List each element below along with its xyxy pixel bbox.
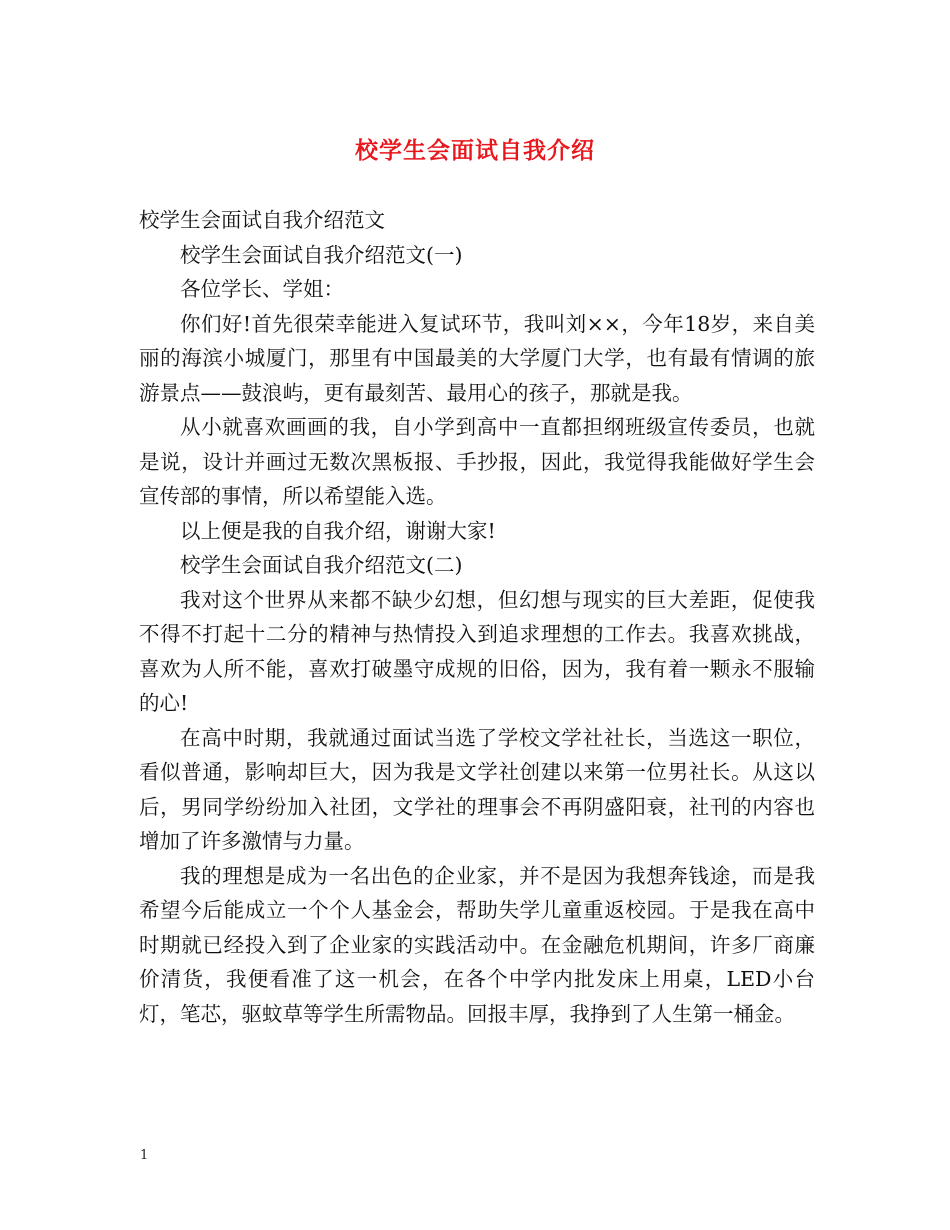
paragraph: 在高中时期，我就通过面试当选了学校文学社社长，当选这一职位，看似普通，影响却巨大，因为我是文学社创建以来第一位男社长。从这以后，男同学纷纷加入社团，文学社的理事会不再阴盛阳衰，社刊的内容也增加了许多激情与力量。 bbox=[139, 725, 815, 853]
document-body bbox=[139, 203, 815, 1031]
document-title: 校学生会面试自我介绍 bbox=[355, 137, 595, 164]
sample-heading-2: 校学生会面试自我介绍范文(二) bbox=[180, 553, 463, 577]
closing-line: 以上便是我的自我介绍，谢谢大家! bbox=[180, 518, 496, 543]
paragraph: 我对这个世界从来都不缺少幻想，但幻想与现实的巨大差距，促使我不得不打起十二分的精神与热情投入到追求理想的工作去。我喜欢挑战，喜欢为人所不能，喜欢打破墨守成规的旧俗，因为，我有着一颗永不服输的心! bbox=[139, 587, 815, 715]
paragraph: 从小就喜欢画画的我，自小学到高中一直都担纲班级宣传委员，也就是说，设计并画过无数次黑板报、手抄报，因此，我觉得我能做好学生会宣传部的事情，所以希望能入选。 bbox=[139, 415, 815, 508]
section-heading: 校学生会面试自我介绍范文 bbox=[139, 208, 385, 232]
page-number: 1 bbox=[140, 1148, 149, 1163]
paragraph: 我的理想是成为一名出色的企业家，并不是因为我想奔钱途，而是我希望今后能成立一个个人基金会，帮助失学儿童重返校园。于是我在高中时期就已经投入到了企业家的实践活动中。在金融危机期间，许多厂商廉价清货，我便看准了这一机会，在各个中学内批发床上用桌，LED小台灯，笔芯，驱蚊草等学生所需物品。回报丰厚，我挣到了人生第一桶金。 bbox=[139, 863, 815, 1026]
salutation: 各位学长、学姐： bbox=[180, 277, 344, 301]
paragraph: 你们好!首先很荣幸能进入复试环节，我叫刘××，今年18岁，来自美丽的海滨小城厦门，那里有中国最美的大学厦门大学，也有最有情调的旅游景点——鼓浪屿，更有最刻苦、最用心的孩子，那就是我。 bbox=[139, 311, 815, 405]
sample-heading-1: 校学生会面试自我介绍范文(一) bbox=[180, 242, 463, 267]
